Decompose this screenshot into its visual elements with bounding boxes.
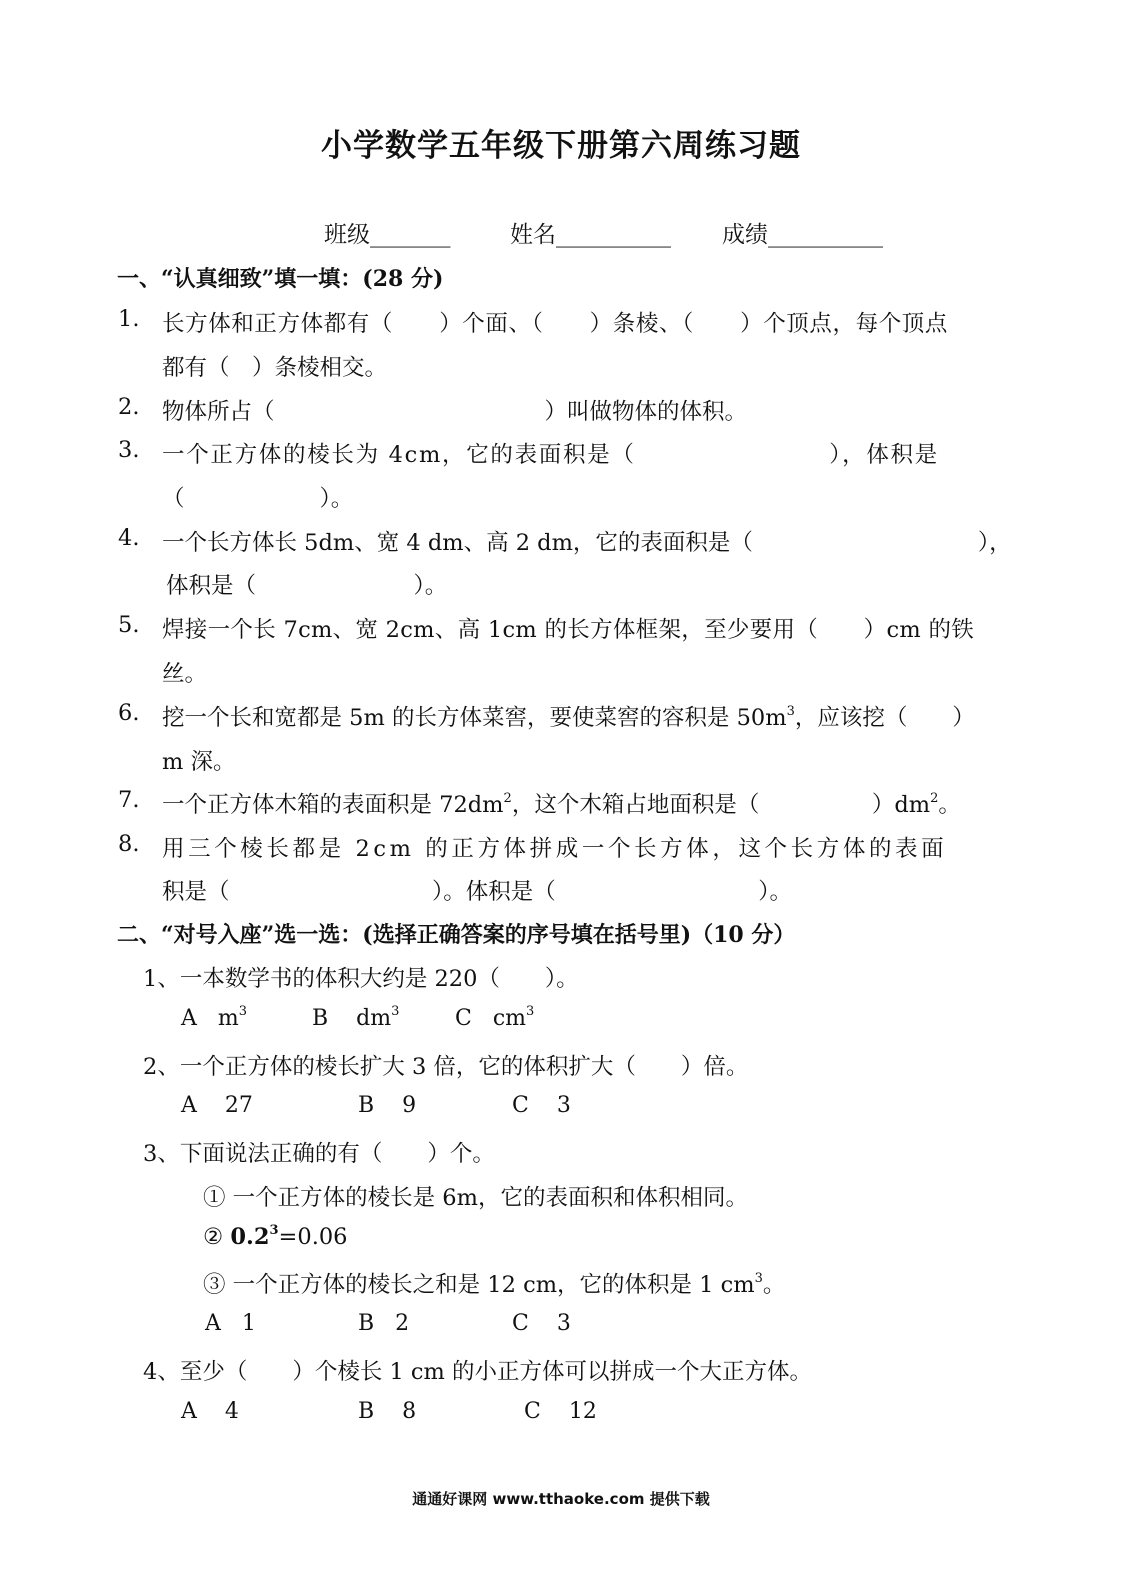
q5-line1: 焊接一个长 7cm、宽 2cm、高 1cm 的长方体框架，至少要用（ ）cm 的铁 — [162, 617, 975, 643]
q7-line1 — [162, 787, 961, 819]
q4-number: 4. — [118, 525, 140, 551]
s2-q2-option-b: B 9 — [358, 1093, 417, 1118]
q4-line1: 一个长方体长 5dm、宽 4 dm、高 2 dm，它的表面积是（ ）， — [162, 530, 1012, 556]
s2-q4-option-a: A 4 — [181, 1399, 239, 1424]
section1-heading: 一、“认真细致”填一填：(28 分) — [117, 266, 444, 292]
page-title: 小学数学五年级下册第六周练习题 — [321, 128, 801, 164]
q1-line2: 都有（ ）条棱相交。 — [162, 355, 388, 381]
section2-heading: 二、“对号入座”选一选：(选择正确答案的序号填在括号里)（10 分） — [117, 922, 796, 948]
s2-q4-option-b: B 8 — [358, 1399, 417, 1424]
q8-line2: 积是（ ）。体积是（ ）。 — [162, 879, 793, 905]
s2-q3-statement-1: ① 一个正方体的棱长是 6m，它的表面积和体积相同。 — [203, 1185, 748, 1211]
s2-q2-text: 2、一个正方体的棱长扩大 3 倍，它的体积扩大（ ）倍。 — [143, 1054, 749, 1080]
score-field: 成绩__________ — [722, 222, 883, 248]
q6-line2: m 深。 — [162, 749, 236, 775]
q3-line1: 一个正方体的棱长为 4cm，它的表面积是（ ），体积是 — [162, 442, 939, 468]
name-field: 姓名__________ — [510, 222, 671, 248]
q6-sup: 3 — [786, 703, 795, 719]
s2-q4-text: 4、至少（ ）个棱长 1 cm 的小正方体可以拼成一个大正方体。 — [143, 1359, 813, 1385]
q1-line1: 长方体和正方体都有（ ）个面、（ ）条棱、（ ）个顶点，每个顶点 — [162, 311, 949, 337]
s2-q1-option-a: A $m^3$ — [181, 1003, 248, 1031]
q2-line1: 物体所占（ ）叫做物体的体积。 — [162, 399, 748, 425]
footer: 通通好课网 www.tthaoke.com 提供下载 — [412, 1490, 710, 1508]
q3-line2: （ ）。 — [162, 486, 354, 512]
s2-q3-statement-2: ② $0.2^3=0.06$ — [203, 1222, 348, 1250]
q7-sup2: 2 — [930, 790, 939, 806]
q3-number: 3. — [118, 437, 140, 463]
q8-number: 8. — [118, 831, 140, 857]
q7-text-c: 。 — [938, 792, 961, 818]
s2-q3-text: 3、下面说法正确的有（ ）个。 — [143, 1141, 495, 1167]
s2-q3-statement-3: ③ 一个正方体的棱长之和是 12 cm，它的体积是 1 $cm^3$。 — [203, 1270, 786, 1298]
q4-line2: 体积是（ ）。 — [166, 573, 448, 599]
s2-q1-text: 1、一本数学书的体积大约是 220（ ）。 — [143, 966, 579, 992]
s2-q3-option-c: C 3 — [512, 1311, 571, 1336]
q6-text-a: 挖一个长和宽都是 5m 的长方体菜窖，要使菜窖的容积是 50m — [162, 705, 787, 731]
q6-line1 — [162, 700, 975, 732]
q5-line2: 丝。 — [162, 661, 208, 687]
q6-text-b: ，应该挖（ ） — [794, 705, 975, 731]
q7-text-b: ，这个木箱占地面积是（ ）dm — [511, 792, 931, 818]
q6-number: 6. — [118, 700, 140, 726]
s2-q1-option-c: C $cm^3$ — [455, 1003, 535, 1031]
s2-q2-option-a: A 27 — [181, 1093, 253, 1118]
q7-sup: 2 — [503, 790, 512, 806]
s2-q4-option-c: C 12 — [524, 1399, 597, 1424]
q7-text-a: 一个正方体木箱的表面积是 72dm — [162, 792, 504, 818]
q2-number: 2. — [118, 394, 140, 420]
q5-number: 5. — [118, 612, 140, 638]
s2-q1-option-b: B $dm^3$ — [312, 1003, 400, 1031]
class-field: 班级_______ — [324, 222, 451, 248]
s2-q3-option-b: B 2 — [358, 1311, 410, 1336]
q1-number: 1. — [118, 306, 140, 332]
s2-q3-option-a: A 1 — [205, 1311, 256, 1336]
q8-line1: 用三个棱长都是 2cm 的正方体拼成一个长方体，这个长方体的表面 — [162, 836, 948, 862]
q7-number: 7. — [118, 787, 140, 813]
s2-q2-option-c: C 3 — [512, 1093, 571, 1118]
